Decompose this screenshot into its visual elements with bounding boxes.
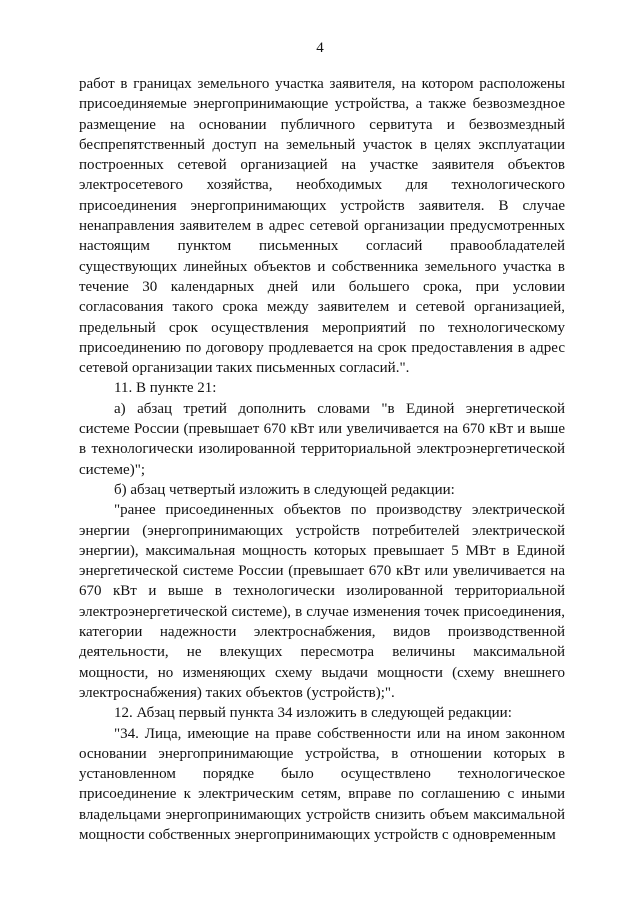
paragraph-item-11a: а) абзац третий дополнить словами "в Единой энергетической системе России (превышает 670 кВт или увеличивается на 670 кВт и выше в технологически изолированной территориальной электроэнергетической системе)";	[79, 400, 565, 478]
paragraph-item-34: "34. Лица, имеющие на праве собственности или на ином законном основании энергопринимающие устройства, в отношении которых в установленном порядке было осуществлено технологическое присоединение к электрическим сетям, вправе по соглашению с иными владельцами энергопринимающих устройств снизить объем максимальной мощности собственных энергопринимающих устройств с одновременным	[79, 725, 565, 843]
document-body	[79, 74, 565, 845]
paragraph-continuation: работ в границах земельного участка заявителя, на котором расположены присоединяемые энергопринимающие устройства, а также безвозмездное размещение на основании публичного сервитута и безвозмездный беспрепятственный доступ на земельный участок в целях эксплуатации построенных сетевой организацией на участке заявителя объектов электросетевого хозяйства, необходимых для технологического присоединения энергопринимающих устройств заявителя. В случае ненаправления заявителем в адрес сетевой организации предусмотренных настоящим пунктом письменных согласий правообладателей существующих линейных объектов и собственника земельного участка в течение 30 календарных дней или большего срока, при условии согласования такого срока между заявителем и сетевой организацией, предельный срок осуществления мероприятий по технологическому присоединению по договору продлевается на срок предоставления в адрес сетевой организации таких письменных согласий.".	[79, 76, 565, 377]
paragraph-quoted-text: "ранее присоединенных объектов по производству электрической энергии (энергопринимающих устройств потребителей электрической энергии), максимальная мощность которых превышает 5 МВт в Единой энергетической системе России (превышает 670 кВт или увеличивается на 670 кВт и выше в технологически изолированной территориальной электроэнергетической системе), в случае изменения точек присоединения, категории надежности электроснабжения, видов производственной деятельности, не влекущих пересмотра величины максимальной мощности, но изменяющих схему выдачи мощности (схему внешнего электроснабжения) таких объектов (устройств);".	[79, 502, 565, 701]
page-number: 4	[316, 40, 324, 56]
paragraph-item-11: 11. В пункте 21:	[114, 380, 217, 397]
paragraph-item-11b: б) абзац четвертый изложить в следующей редакции:	[114, 481, 455, 498]
paragraph-item-12: 12. Абзац первый пункта 34 изложить в следующей редакции:	[114, 705, 512, 722]
